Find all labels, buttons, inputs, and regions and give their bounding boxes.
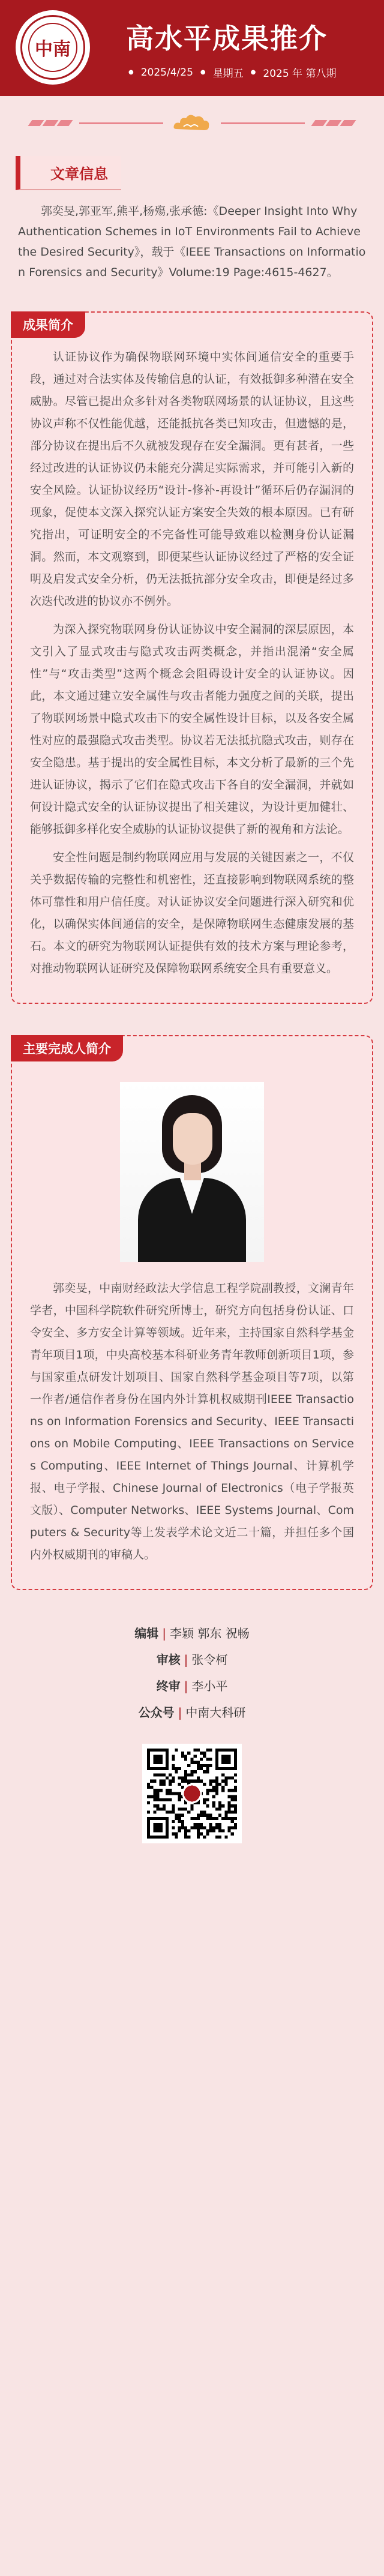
author-tag: 主要完成人简介 [11, 1035, 123, 1061]
divider-line [79, 122, 163, 124]
summary-card [11, 311, 373, 1004]
credit-review: 审核 | 张令柯 [156, 1653, 228, 1667]
right-arrows-icon [313, 120, 354, 126]
summary-paragraph: 安全性问题是制约物联网应用与发展的关键因素之一，不仅关乎数据传输的完整性和机密性，还直接影响到物联网系统的整体可靠性和用户信任度。对认证协议安全问题进行深入研究和优化，以确保实体间通信的安全，是保障物联网生态健康发展的基石。本文的研究为物联网认证提供有效的技术方案与理论参考，对推动物联网认证研究及保障物联网系统安全具有重要意义。 [30, 851, 354, 975]
article-info-tag: 文章信息 [16, 156, 121, 190]
bullet-icon: ● [250, 69, 256, 76]
author-card [11, 1035, 373, 1590]
credit-editor: 编辑 | 李颖 郭东 祝畅 [134, 1626, 250, 1641]
publish-weekday: 星期五 [212, 68, 244, 80]
qr-code-icon[interactable] [142, 1744, 242, 1843]
bullet-icon: ● [200, 69, 206, 76]
credit-account: 公众号 | 中南大科研 [138, 1705, 246, 1720]
logo-text: 中南 [35, 39, 71, 60]
credits [0, 1590, 384, 1738]
publish-date: 2025/4/25 [140, 66, 193, 79]
university-logo [16, 10, 90, 85]
page-title: 高水平成果推介 [126, 22, 328, 55]
bullet-icon: ● [128, 69, 134, 76]
article-citation: 郭奕旻,郭亚军,熊平,杨殤,张承德:《Deeper Insight Into Why Authentication Schemes in IoT Environments Fail to Achieve the Desired Security》，载于《IEEE Transactions on Information Forensics and Security》Volume:19 Page:4615-4627。 [18, 205, 366, 279]
credit-final: 终审 | 李小平 [156, 1679, 228, 1693]
header-banner [0, 0, 384, 96]
header-meta [128, 65, 336, 80]
auspicious-cloud-icon [172, 111, 212, 135]
summary-tag: 成果简介 [11, 311, 85, 338]
author-photo-wrap [30, 1082, 354, 1262]
summary-paragraph: 为深入探究物联网身份认证协议中安全漏洞的深层原因，本文引入了显式攻击与隐式攻击两类概念，并指出混淆“安全属性”与“攻击类型”这两个概念会阻碍设计安全的认证协议。因此，本文通过建立安全属性与攻击者能力强度之间的关联，提出了物联网场景中隐式攻击下的安全属性设计目标，以及各安全属性对应的最强隐式攻击类型。协议若无法抵抗隐式攻击，则存在安全隐患。基于提出的安全属性目标，本文分析了最新的三个先进认证协议，揭示了它们在隐式攻击下各自的安全漏洞，并就如何设计隐式安全的认证协议提出了相关建议，为设计更加健壮、能够抵御多样化安全威胁的认证协议提供了新的视角和方法论。 [30, 623, 354, 836]
author-bio: 郭奕旻，中南财经政法大学信息工程学院副教授，文澜青年学者，中国科学院软件研究所博士，研究方向包括身份认证、口令安全、多方安全计算等领域。近年来，主持国家自然科学基金青年项目1项，中央高校基本科研业务青年教师创新项目1项，参与国家重点研发计划项目、国家自然科学基金项目等7项，以第一作者/通信作者身份在国内外计算机权威期刊IEEE Transactions on Information Forensics and Security、IEEE Transactions on Mobile Computing、IEEE Transactions on Services Computing、IEEE Internet of Things Journal、计算机学报、电子学报、Chinese Journal of Electronics（电子学报英文版）、Computer Networks、IEEE Systems Journal、Computers & Security等上发表学术论文近二十篇，并担任多个国内外权威期刊的审稿人。 [30, 1282, 354, 1561]
author-photo [120, 1082, 264, 1262]
summary-paragraph: 认证协议作为确保物联网环境中实体间通信安全的重要手段，通过对合法实体及传输信息的认证，有效抵御多种潜在安全威胁。尽管已提出众多针对各类物联网场景的认证协议，且这些协议声称不仅性能优越，还能抵抗各类已知攻击，但遗憾的是，部分协议在提出后不久就被发现存在安全漏洞。更有甚者，一些经过改进的认证协议仍未能充分满足实际需求，并可能引入新的安全风险。认证协议经历“设计-修补-再设计”循环后仍存漏洞的现象，促使本文深入探究认证方案安全失效的根本原因。已有研究指出，可证明安全的不完备性可能导致难以检测身份认证漏洞。然而，本文观察到，即便某些认证协议经过了严格的安全证明及启发式安全分析，仍无法抵抗部分安全攻击，即便是经过多次迭代改进的协议亦不例外。 [30, 350, 354, 608]
logo-seal-icon [20, 15, 85, 80]
decorative-divider [0, 96, 384, 150]
divider-line [221, 122, 305, 124]
left-arrows-icon [30, 120, 71, 126]
issue-number: 2025 年 第八期 [263, 68, 337, 80]
qr-code-wrap [0, 1738, 384, 1867]
